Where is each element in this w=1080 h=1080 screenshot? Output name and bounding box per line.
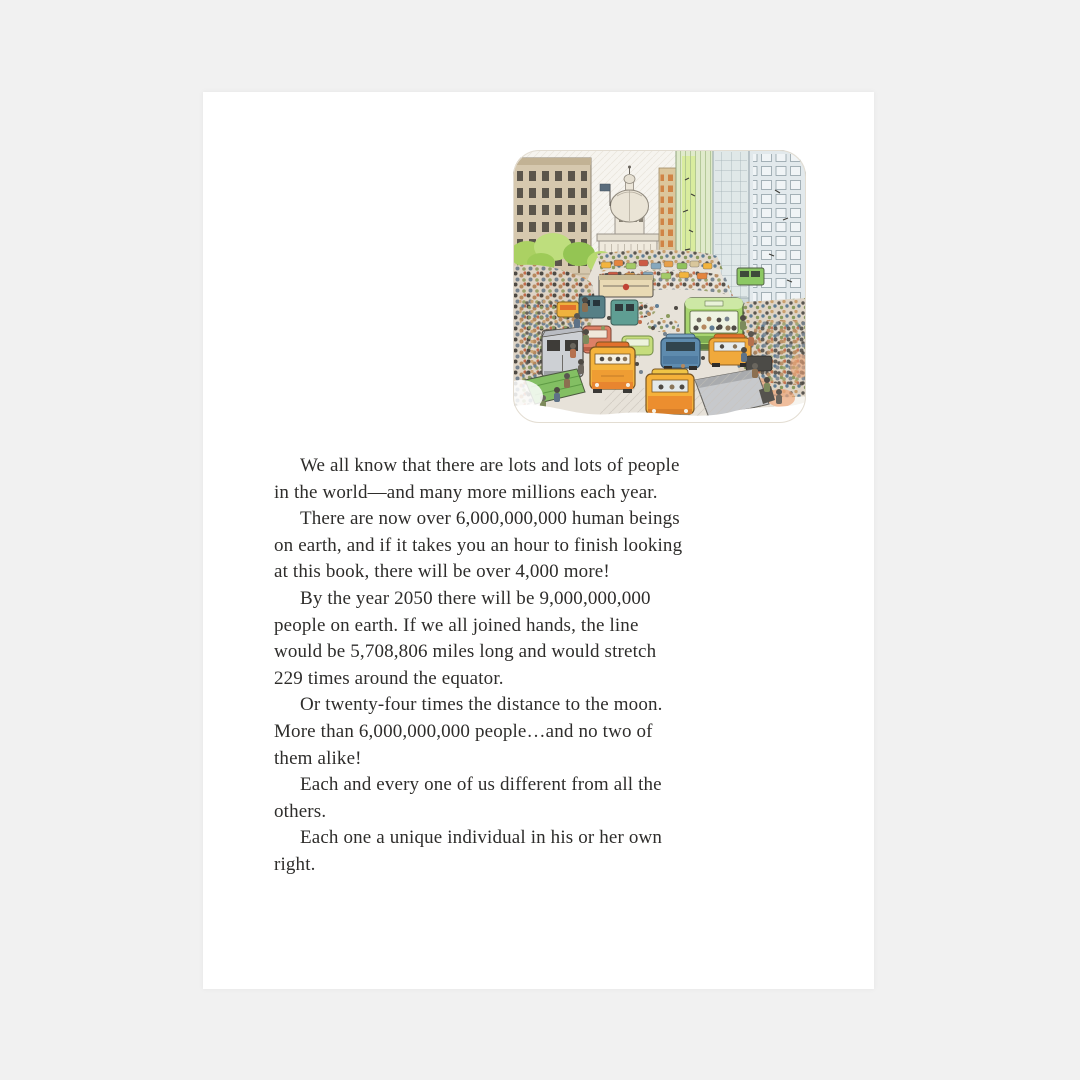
text-line: Each and every one of us different from all the [300,774,662,796]
text-line: would be 5,708,806 miles long and would stretch [274,641,657,663]
page-text [274,453,784,879]
sightseeing-bus [599,275,653,297]
text-line: on earth, and if it takes you an hour to finish looking [274,534,683,556]
text-line: in the world—and many more millions each year. [274,481,658,503]
text-line: 229 times around the equator. [274,667,504,689]
teal-van [611,300,638,325]
text-line: at this book, there will be over 4,000 more! [274,561,610,583]
text-line: Each one a unique individual in his or her own [300,827,663,849]
book-page [203,92,874,989]
dark-sedan [746,356,772,371]
text-line: We all know that there are lots and lots of people [300,455,680,476]
text-line: By the year 2050 there will be 9,000,000,000 [300,587,651,609]
text-line: people on earth. If we all joined hands, the line [274,614,639,636]
taxi-front-left [590,342,635,393]
taxi-front-center [646,369,694,414]
text-line: others. [274,800,327,822]
city-illustration-svg [513,150,806,423]
text-line: More than 6,000,000,000 people…and no two of [274,720,653,742]
flag [600,184,610,191]
text-line: Or twenty-four times the distance to the moon. [300,694,663,716]
text-line: There are now over 6,000,000,000 human beings [300,508,680,530]
city-crowd-illustration [513,150,806,423]
green-minibus [737,268,764,285]
text-line: right. [274,853,316,875]
text-line: them alike! [274,747,362,769]
blue-sedan [661,334,700,370]
